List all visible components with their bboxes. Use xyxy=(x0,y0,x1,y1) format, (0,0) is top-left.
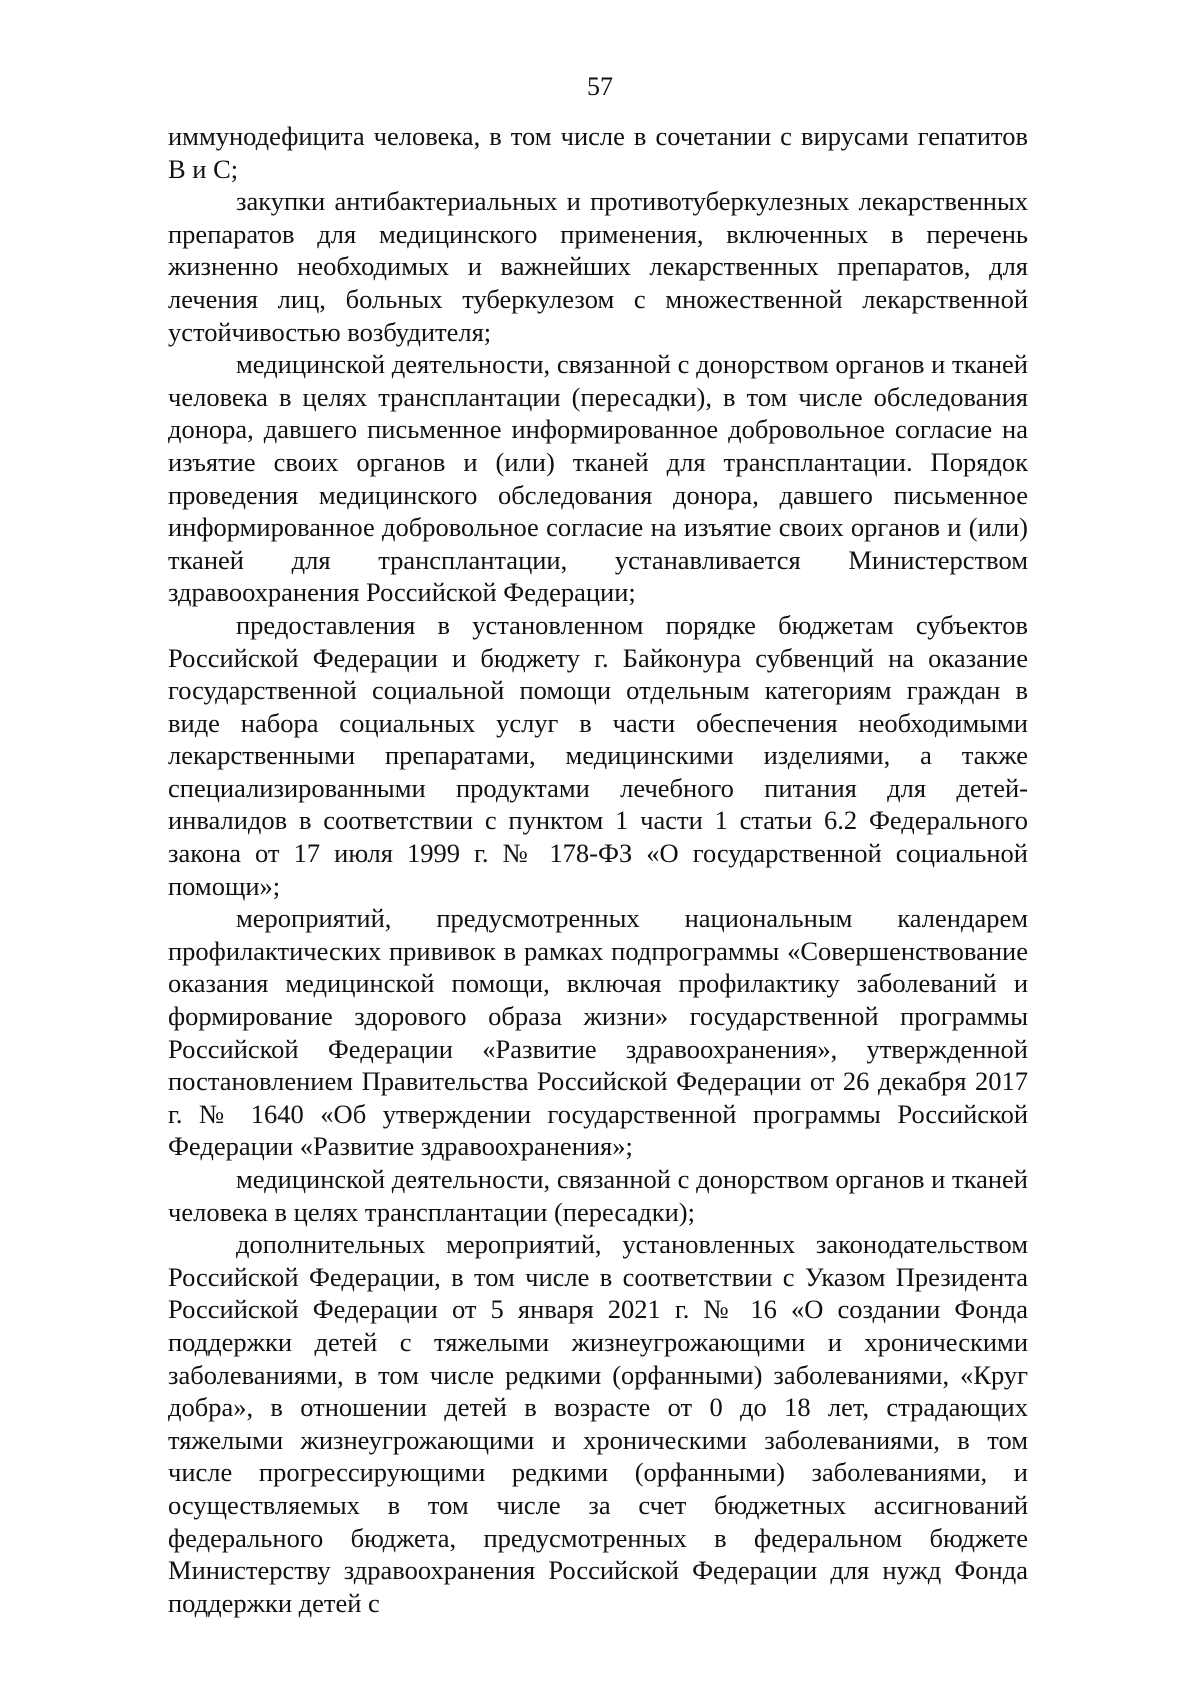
page-number: 57 xyxy=(587,72,613,101)
paragraph-hiv-continuation: иммунодефицита человека, в том числе в сочетании с вирусами гепатитов В и С; xyxy=(168,121,1028,184)
paragraph-antibacterial-drugs: закупки антибактериальных и противотуберкулезных лекарственных препаратов для медицинского применения, включенных в перечень жизненно необходимых и важнейших лекарственных препаратов, для лечения лиц, больных туберкулезом с множественной лекарственной устойчивостью возбудителя; xyxy=(168,186,1028,347)
paragraph-vaccination-calendar: мероприятий, предусмотренных национальным календарем профилактических прививок в рамках подпрограммы «Совершенствование оказания медицинской помощи, включая профилактику заболеваний и формирование здорового образа жизни» государственной программы Российской Федерации «Развитие здравоохранения», утвержденной постановлением Правительства Российской Федерации от 26 декабря 2017 г. № 1640 «Об утверждении государственной программы Российской Федерации «Развитие здравоохранения»; xyxy=(168,903,1028,1162)
paragraph-circle-of-kindness-fund: дополнительных мероприятий, установленных законодательством Российской Федерации, в том числе в соответствии с Указом Президента Российской Федерации от 5 января 2021 г. № 16 «О создании Фонда поддержки детей с тяжелыми жизнеугрожающими и хроническими заболеваниями, в том числе редкими (орфанными) заболеваниями, «Круг добра», в отношении детей в возрасте от 0 до 18 лет, страдающих тяжелыми жизнеугрожающими и хроническими заболеваниями, в том числе прогрессирующими редкими (орфанными) заболеваниями, и осуществляемых в том числе за счет бюджетных ассигнований федерального бюджета, предусмотренных в федеральном бюджете Министерству здравоохранения Российской Федерации для нужд Фонда поддержки детей с xyxy=(168,1229,1028,1618)
paragraph-organ-donation-transplantation: медицинской деятельности, связанной с донорством органов и тканей человека в целях трансплантации (пересадки); xyxy=(168,1164,1028,1227)
document-body xyxy=(168,120,1028,1619)
paragraph-organ-donation-examination: медицинской деятельности, связанной с донорством органов и тканей человека в целях трансплантации (пересадки), в том числе обследования донора, давшего письменное информированное добровольное согласие на изъятие своих органов и (или) тканей для трансплантации. Порядок проведения медицинского обследования донора, давшего письменное информированное добровольное согласие на изъятие своих органов и (или) тканей для трансплантации, устанавливается Министерством здравоохранения Российской Федерации; xyxy=(168,349,1028,608)
paragraph-baikonur-subventions: предоставления в установленном порядке бюджетам субъектов Российской Федерации и бюджету г. Байконура субвенций на оказание государственной социальной помощи отдельным категориям граждан в виде набора социальных услуг в части обеспечения необходимыми лекарственными препаратами, медицинскими изделиями, а также специализированными продуктами лечебного питания для детей-инвалидов в соответствии с пунктом 1 части 1 статьи 6.2 Федерального закона от 17 июля 1999 г. № 178-ФЗ «О государственной социальной помощи»; xyxy=(168,609,1028,901)
